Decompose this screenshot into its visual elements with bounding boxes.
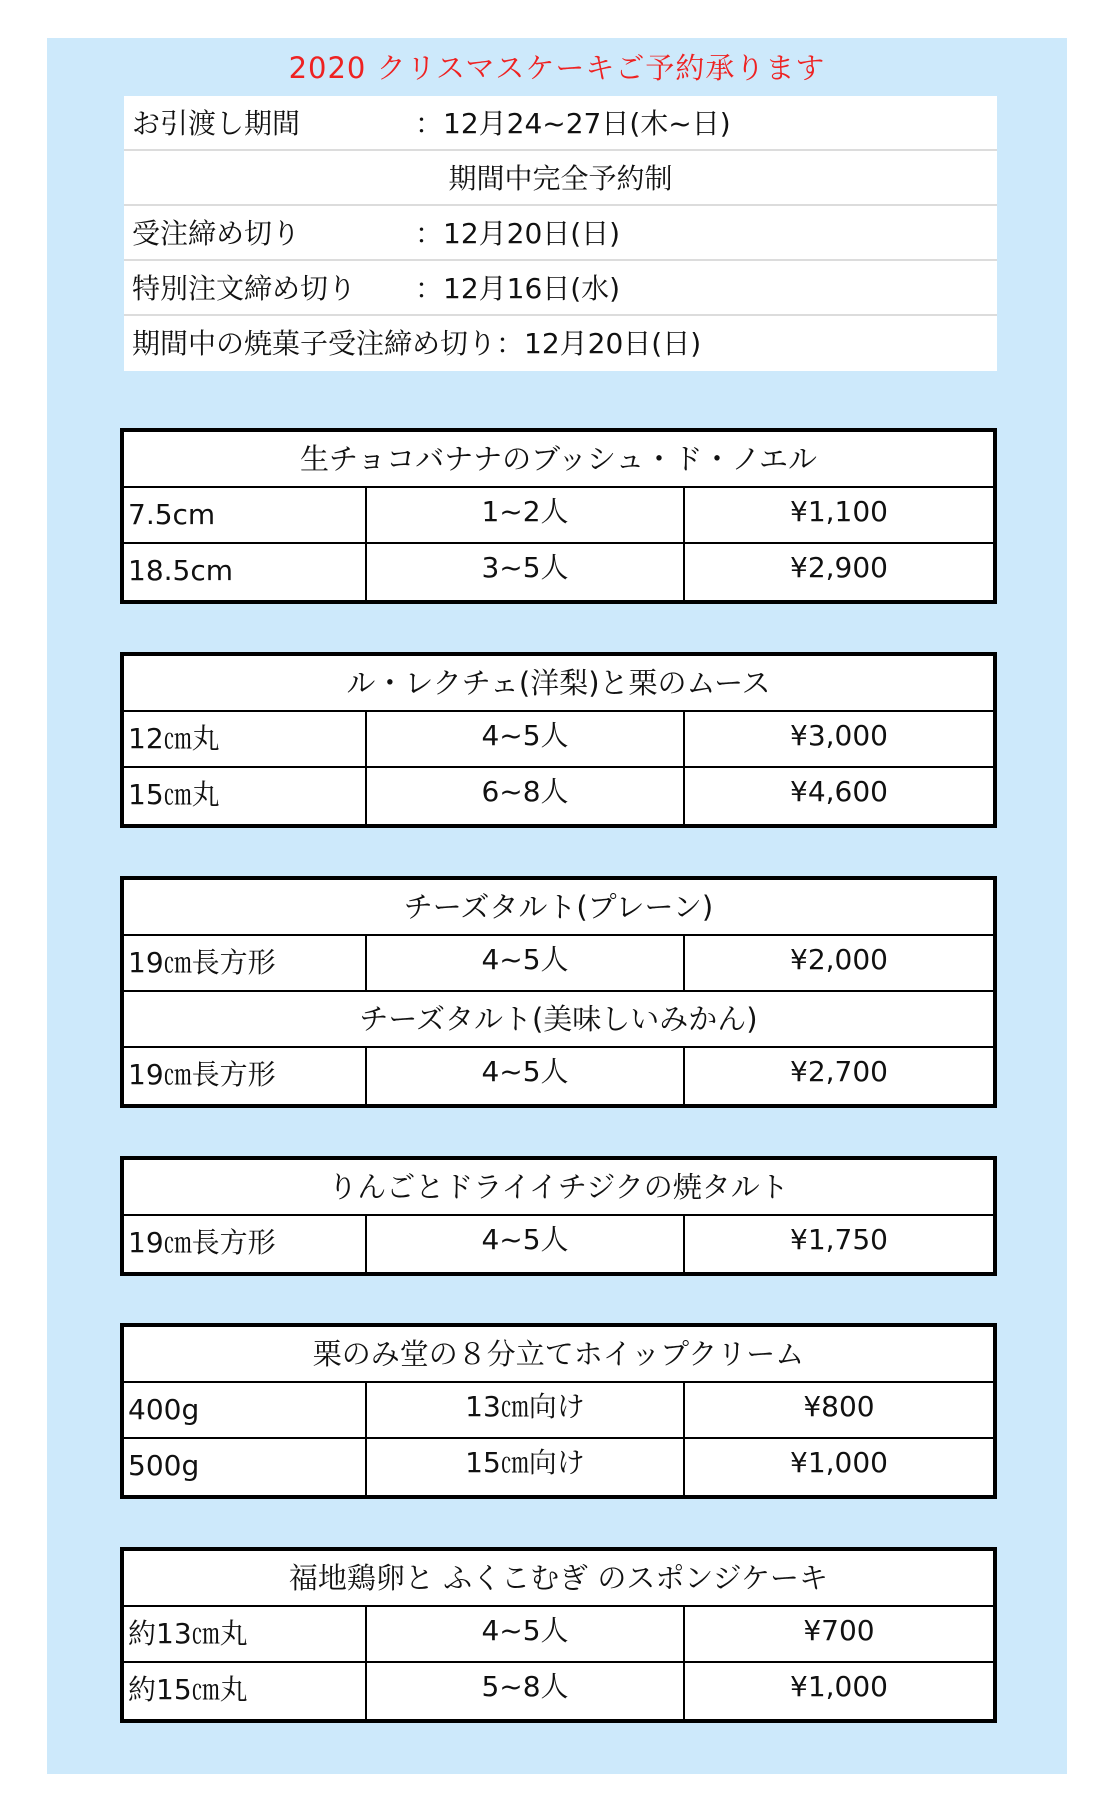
- servings-cell: 1~2人: [367, 488, 685, 542]
- cake-name: ル・レクチェ(洋梨)と栗のムース: [124, 656, 993, 712]
- servings-cell: 4~5人: [367, 1607, 685, 1661]
- size-cell: 18.5cm: [124, 544, 367, 600]
- info-label: 受注締め切り: [132, 217, 301, 250]
- table-row: [124, 1216, 993, 1272]
- size-cell: 12㎝丸: [124, 712, 367, 766]
- info-value: ：12月24~27日(木~日): [415, 107, 731, 140]
- table-row: [124, 1383, 993, 1439]
- info-row-order-deadline: [124, 206, 997, 261]
- table-row: [124, 1439, 993, 1495]
- servings-cell: 4~5人: [367, 712, 685, 766]
- menu-panel: [47, 38, 1067, 1774]
- info-row-reservation-only: [124, 151, 997, 206]
- info-row-handover: [124, 96, 997, 151]
- servings-cell: 4~5人: [367, 1048, 685, 1104]
- table-row: [124, 768, 993, 824]
- info-row-baked-goods-deadline: [124, 316, 997, 371]
- cake-name: 栗のみ堂の８分立てホイップクリーム: [124, 1327, 993, 1383]
- size-cell: 500g: [124, 1439, 367, 1495]
- servings-cell: 5~8人: [367, 1663, 685, 1719]
- price-cell: ¥2,900: [790, 551, 888, 584]
- price-cell: ¥800: [803, 1390, 875, 1423]
- cake-name: チーズタルト(美味しいみかん): [124, 992, 993, 1048]
- price-cell: ¥700: [803, 1614, 875, 1647]
- cake-name: 生チョコバナナのブッシュ・ド・ノエル: [124, 432, 993, 488]
- size-cell: 400g: [124, 1383, 367, 1437]
- table-row: [124, 1048, 993, 1104]
- servings-cell: 15㎝向け: [367, 1439, 685, 1495]
- table-row: [124, 712, 993, 768]
- table-row: [124, 1663, 993, 1719]
- cake-table-apple-fig-tart: [120, 1156, 997, 1276]
- size-cell: 19㎝長方形: [124, 1216, 367, 1272]
- size-cell: 19㎝長方形: [124, 1048, 367, 1104]
- cake-table-whipped-cream: [120, 1323, 997, 1499]
- page-title: 2020 クリスマスケーキご予約承ります: [288, 51, 826, 85]
- info-label: 特別注文締め切り: [132, 272, 357, 305]
- servings-cell: 6~8人: [367, 768, 685, 824]
- price-cell: ¥2,700: [790, 1055, 888, 1088]
- cake-table-cheese-tart: [120, 876, 997, 1108]
- info-value: ：12月20日(日): [496, 327, 702, 360]
- cake-name: チーズタルト(プレーン): [124, 880, 993, 936]
- info-value: ：12月16日(水): [415, 272, 621, 305]
- price-cell: ¥4,600: [790, 775, 888, 808]
- size-cell: 7.5cm: [124, 488, 367, 542]
- schedule-info-box: [124, 96, 997, 371]
- size-cell: 15㎝丸: [124, 768, 367, 824]
- size-cell: 約15㎝丸: [124, 1663, 367, 1719]
- cake-table-le-lectier-mousse: [120, 652, 997, 828]
- price-cell: ¥3,000: [790, 719, 888, 752]
- price-cell: ¥2,000: [790, 943, 888, 976]
- size-cell: 約13㎝丸: [124, 1607, 367, 1661]
- cake-table-sponge-cake: [120, 1547, 997, 1723]
- servings-cell: 13㎝向け: [367, 1383, 685, 1437]
- price-cell: ¥1,750: [790, 1223, 888, 1256]
- info-row-special-order-deadline: [124, 261, 997, 316]
- servings-cell: 3~5人: [367, 544, 685, 600]
- cake-name: 福地鶏卵と ふくこむぎ のスポンジケーキ: [124, 1551, 993, 1607]
- servings-cell: 4~5人: [367, 936, 685, 990]
- cake-table-buche-de-noel: [120, 428, 997, 604]
- price-cell: ¥1,000: [790, 1446, 888, 1479]
- table-row: [124, 544, 993, 600]
- cake-name: りんごとドライイチジクの焼タルト: [124, 1160, 993, 1216]
- price-cell: ¥1,000: [790, 1670, 888, 1703]
- table-row: [124, 1607, 993, 1663]
- info-note: 期間中完全予約制: [448, 162, 673, 195]
- size-cell: 19㎝長方形: [124, 936, 367, 990]
- table-row: [124, 936, 993, 992]
- servings-cell: 4~5人: [367, 1216, 685, 1272]
- table-row: [124, 488, 993, 544]
- price-cell: ¥1,100: [790, 495, 888, 528]
- info-label: 期間中の焼菓子受注締め切り: [132, 327, 497, 360]
- info-label: お引渡し期間: [132, 107, 301, 140]
- info-value: ：12月20日(日): [415, 217, 621, 250]
